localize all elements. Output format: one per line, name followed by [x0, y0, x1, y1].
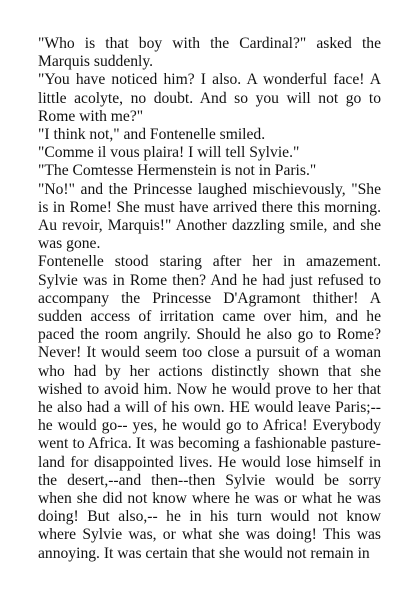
- page-text: [38, 35, 381, 563]
- paragraph: "Comme il vous plaira! I will tell Sylvie.": [38, 144, 300, 162]
- paragraph: "Who is that boy with the Cardinal?" asked the Marquis suddenly.: [38, 35, 381, 71]
- paragraph: "I think not," and Fontenelle smiled.: [38, 126, 266, 144]
- paragraph: Fontenelle stood staring after her in amazement. Sylvie was in Rome then? And he had just refused to accompany the Princesse D'Agramont thither! A sudden access of irritation came over him, and he paced the room angrily. Should he also go to Rome? Never! It would seem too close a pursuit of a woman who had by her actions distinctly shown that she wished to avoid him. Now he would prove to her that he also had a will of his own. HE would leave Paris;--he would go-- yes, he would go to Africa! Everybody went to Africa. It was becoming a fashionable pasture-land for disappointed lives. He would lose himself in the desert,--and then--then Sylvie would be sorry when she did not know where he was or what he was doing! But also,-- he in his turn would not know where Sylvie was, or what she was doing! This was annoying. It was certain that she would not remain in: [38, 253, 381, 562]
- paragraph: "No!" and the Princesse laughed mischievously, "She is in Rome! She must have arrived there this morning. Au revoir, Marquis!" Another dazzling smile, and she was gone.: [38, 180, 381, 253]
- paragraph: "The Comtesse Hermenstein is not in Paris.": [38, 162, 317, 180]
- paragraph: "You have noticed him? I also. A wonderful face! A little acolyte, no doubt. And so you will not go to Rome with me?": [38, 71, 381, 125]
